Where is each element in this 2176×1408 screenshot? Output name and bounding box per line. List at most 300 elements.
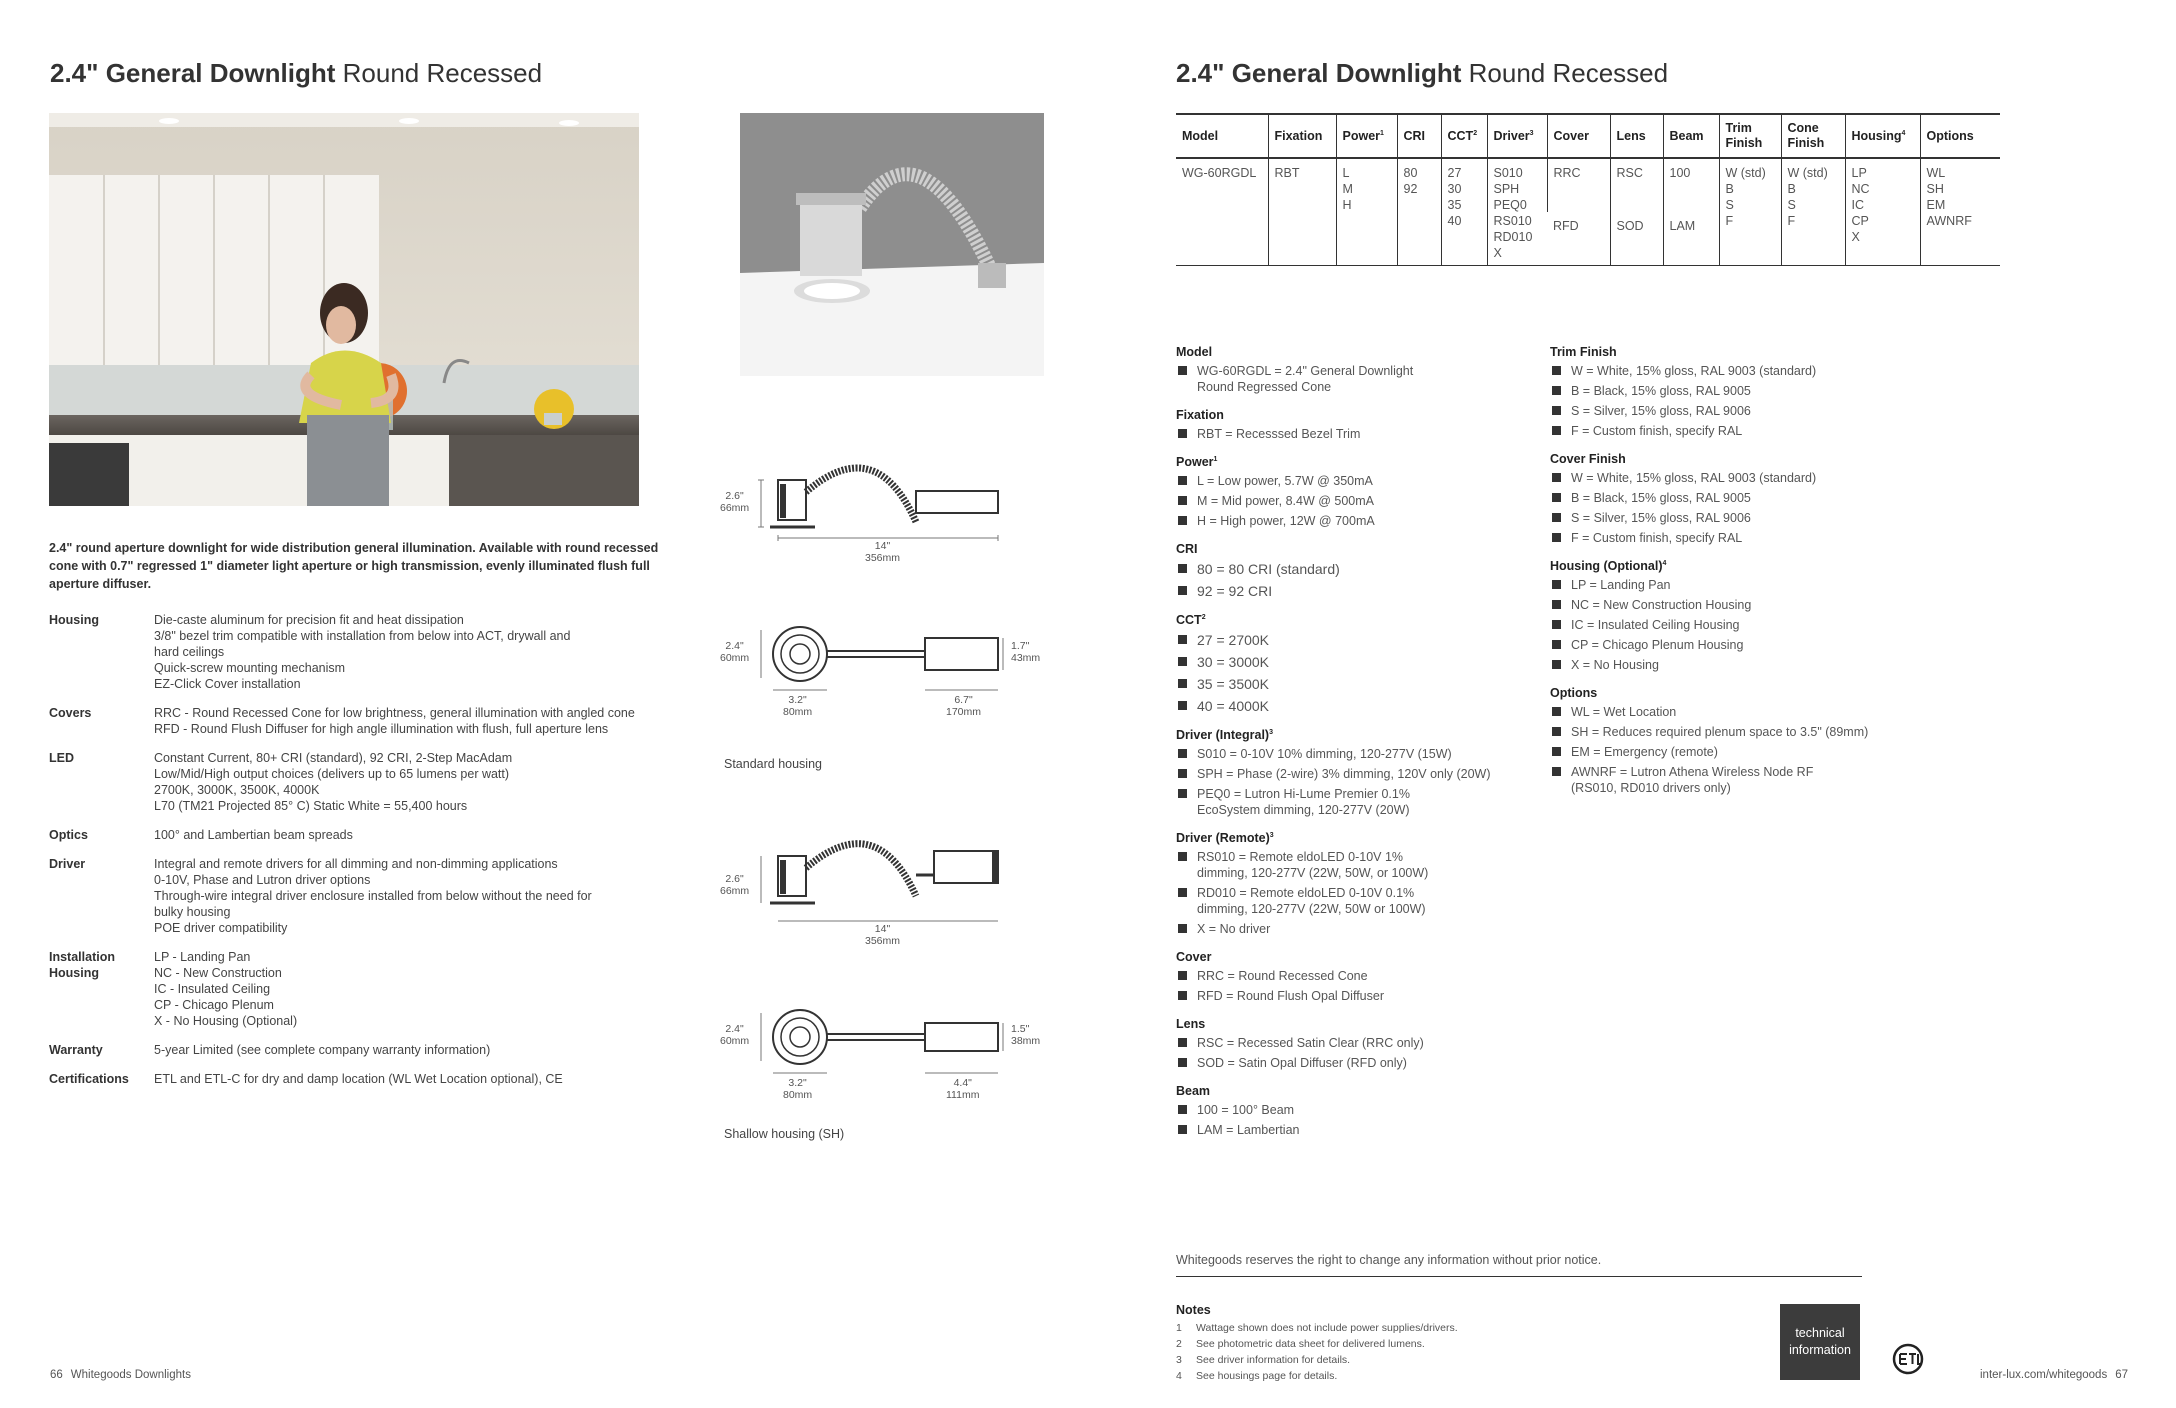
notes (1176, 1303, 1458, 1384)
dim-box-length-in: 6.7" (954, 694, 973, 706)
spec-label: Certifications (49, 1072, 129, 1086)
standard-side-drawing (720, 440, 1020, 564)
option-heading (1176, 541, 1536, 558)
cell-value: 27 (1447, 166, 1462, 180)
column-header-label: CRI (1403, 128, 1426, 143)
cell-value: WL (1926, 166, 1946, 180)
column-header (1920, 114, 2000, 158)
spec-line: Through-wire integral driver enclosure installed from below without the need for (154, 889, 592, 903)
cell-value: 80 (1403, 166, 1418, 180)
option-text: B = Black, 15% gloss, RAL 9005 (1571, 491, 1751, 505)
option-item (1550, 724, 1910, 740)
option-text: X = No driver (1197, 922, 1271, 936)
shallow-top-drawing (720, 1001, 1060, 1111)
option-text: F = Custom finish, specify RAL (1571, 531, 1743, 545)
option-heading-label: Cover Finish (1550, 452, 1626, 466)
option-item (1176, 363, 1536, 395)
cell-cone-finish (1781, 158, 1845, 266)
note-number: 3 (1176, 1354, 1182, 1366)
standard-housing-caption: Standard housing (724, 757, 822, 771)
spec-line: LP - Landing Pan (154, 950, 251, 964)
cell-cct (1441, 158, 1487, 266)
bullet-square-icon (1178, 679, 1187, 688)
dim-box-length-in: 4.4" (953, 1077, 972, 1089)
bullet-square-icon (1178, 852, 1187, 861)
option-item (1176, 885, 1536, 917)
footer-right (1980, 1369, 2128, 1381)
cell-model (1176, 158, 1268, 266)
bullet-square-icon (1178, 1105, 1187, 1114)
column-header-label: Power (1342, 128, 1381, 143)
shallow-side-drawing (720, 823, 1020, 947)
cell-value: X (1851, 230, 1860, 244)
dim-aperture-in: 2.4" (725, 1023, 744, 1035)
option-item (1176, 473, 1536, 489)
option-group (1176, 1016, 1536, 1071)
spec-line: bulky housing (154, 905, 231, 919)
option-item (1176, 968, 1536, 984)
bullet-square-icon (1552, 406, 1561, 415)
option-item (1176, 560, 1536, 578)
spec-line: NC - New Construction (154, 966, 282, 980)
spec-line: IC - Insulated Ceiling (154, 982, 271, 996)
cell-value: W (std) (1787, 166, 1828, 180)
column-header (1610, 114, 1663, 158)
spec-line: Low/Mid/High output choices (delivers up to 65 lumens per watt) (154, 767, 510, 781)
footer-left (50, 1369, 191, 1381)
cell-value: PEQ0 (1493, 198, 1527, 212)
cell-options (1920, 158, 2000, 266)
spec-line: Constant Current, 80+ CRI (standard), 92 CRI, 2-Step MacAdam (154, 751, 513, 765)
cell-cover-top: RRC (1547, 158, 1610, 212)
option-text: SOD = Satin Opal Diffuser (RFD only) (1197, 1056, 1407, 1070)
option-text: RBT = Recesssed Bezel Trim (1197, 427, 1361, 441)
option-heading (1550, 344, 1910, 361)
bullet-square-icon (1552, 640, 1561, 649)
option-text: 27 = 2700K (1197, 632, 1270, 648)
option-text: F = Custom finish, specify RAL (1571, 424, 1743, 438)
bullet-square-icon (1178, 769, 1187, 778)
cell-value: F (1725, 214, 1734, 228)
bullet-square-icon (1178, 429, 1187, 438)
option-item (1176, 1055, 1536, 1071)
option-group (1176, 454, 1536, 529)
option-heading (1550, 558, 1910, 575)
cell-value: IC (1851, 198, 1864, 212)
cell-driver (1487, 158, 1547, 266)
option-group (1550, 451, 1910, 546)
cell-value: AWNRF (1926, 214, 1972, 228)
bullet-square-icon (1178, 971, 1187, 980)
option-heading-label: Housing (Optional) (1550, 559, 1663, 573)
cell-value: S (1725, 198, 1734, 212)
dim-box-height-mm: 43mm (1011, 652, 1041, 664)
column-header (1268, 114, 1336, 158)
option-item (1550, 617, 1910, 633)
bullet-square-icon (1178, 476, 1187, 485)
intro-text: 2.4" round aperture downlight for wide distribution general illumination. Available with round recessed cone with 0.7" regressed 1" diameter light aperture or high transmission, evenly illuminated flush full aperture diffuser. (49, 541, 659, 591)
footnote-marker: 3 (1269, 728, 1273, 736)
option-item (1176, 582, 1536, 600)
column-header (1441, 114, 1487, 158)
note-item (1176, 1352, 1458, 1368)
footnote-marker: 4 (1901, 129, 1906, 137)
option-item (1176, 653, 1536, 671)
cell-value: WG-60RGDL (1182, 166, 1257, 180)
spec-label: LED (49, 751, 74, 765)
option-item (1550, 363, 1910, 379)
bullet-square-icon (1178, 366, 1187, 375)
spec-line: CP - Chicago Plenum (154, 998, 274, 1012)
shallow-housing-caption: Shallow housing (SH) (724, 1127, 845, 1141)
option-item (1550, 704, 1910, 720)
option-item (1176, 766, 1536, 782)
cell-cri (1397, 158, 1441, 266)
column-header-label: Model (1182, 128, 1219, 143)
option-group (1176, 830, 1536, 937)
bullet-square-icon (1552, 426, 1561, 435)
column-header (1781, 114, 1845, 158)
spec-row (49, 949, 669, 1029)
option-group (1176, 612, 1536, 715)
spec-line: ETL and ETL-C for dry and damp location (WL Wet Location optional), CE (154, 1072, 563, 1086)
option-group (1176, 727, 1536, 818)
option-group (1550, 558, 1910, 673)
spec-line: EZ-Click Cover installation (154, 677, 301, 691)
spec-line: X - No Housing (Optional) (154, 1014, 298, 1028)
cell-value: RBT (1274, 166, 1300, 180)
dim-diameter-in: 3.2" (788, 1077, 807, 1089)
option-text: X = No Housing (1571, 658, 1659, 672)
footnote-marker: 1 (1380, 129, 1384, 137)
bullet-square-icon (1552, 707, 1561, 716)
option-text: WL = Wet Location (1571, 705, 1677, 719)
column-header (1719, 114, 1781, 158)
bullet-square-icon (1178, 1058, 1187, 1067)
option-item (1176, 746, 1536, 762)
option-text: W = White, 15% gloss, RAL 9003 (standard) (1571, 471, 1817, 485)
spec-value (154, 750, 669, 814)
technical-information-button[interactable] (1780, 1304, 1860, 1380)
cell-value: B (1787, 182, 1796, 196)
column-header (1176, 114, 1268, 158)
footnote-marker: 1 (1213, 455, 1218, 463)
option-heading (1176, 1016, 1536, 1033)
cell-value: LP (1851, 166, 1867, 180)
bullet-square-icon (1552, 727, 1561, 736)
cell-housing (1845, 158, 1920, 266)
option-item (1176, 631, 1536, 649)
option-text: RS010 = Remote eldoLED 0-10V 1% dimming, 120-277V (22W, 50W, or 100W) (1197, 850, 1429, 880)
option-item (1176, 921, 1536, 937)
spec-value (154, 705, 669, 737)
option-group (1550, 344, 1910, 439)
option-item (1176, 493, 1536, 509)
footer-section: Whitegoods Downlights (70, 1369, 191, 1381)
note-text: See driver information for details. (1196, 1354, 1351, 1366)
dim-aperture-in: 2.4" (725, 640, 744, 652)
title-bold: 2.4" General Downlight (50, 58, 336, 88)
bullet-square-icon (1552, 747, 1561, 756)
option-text: 92 = 92 CRI (1197, 583, 1273, 599)
option-text: SH = Reduces required plenum space to 3.5" (89mm) (1571, 725, 1869, 739)
option-item (1176, 988, 1536, 1004)
dim-length-in: 14" (874, 540, 891, 552)
spec-line: hard ceilings (154, 645, 225, 659)
option-item (1550, 490, 1910, 506)
option-group (1176, 1083, 1536, 1138)
column-header (1547, 114, 1610, 158)
dim-height-in: 2.6" (725, 490, 744, 502)
dim-length-mm: 356mm (865, 935, 901, 947)
title-bold: 2.4" General Downlight (1176, 58, 1462, 88)
option-heading (1176, 1083, 1536, 1100)
dim-length-mm: 356mm (865, 552, 901, 564)
note-item (1176, 1368, 1458, 1384)
spec-label: Housing (49, 613, 99, 627)
option-item (1176, 697, 1536, 715)
column-header (1845, 114, 1920, 158)
option-group (1176, 541, 1536, 600)
option-group (1550, 685, 1910, 796)
spec-value (154, 856, 669, 936)
option-item (1176, 1035, 1536, 1051)
footer-url[interactable]: inter-lux.com/whitegoods (1980, 1369, 2108, 1381)
option-group (1176, 407, 1536, 442)
footnote-marker: 2 (1201, 613, 1206, 621)
footnote-marker: 3 (1269, 831, 1274, 839)
bullet-square-icon (1552, 513, 1561, 522)
note-item (1176, 1336, 1458, 1352)
note-number: 2 (1176, 1338, 1182, 1350)
bullet-square-icon (1178, 991, 1187, 1000)
bullet-square-icon (1178, 888, 1187, 897)
page-number-right: 67 (2115, 1369, 2128, 1381)
dim-length-in: 14" (874, 923, 891, 935)
option-heading-label: Cover (1176, 950, 1212, 964)
cell-value: NC (1851, 182, 1870, 196)
option-item (1550, 423, 1910, 439)
option-text: S010 = 0-10V 10% dimming, 120-277V (15W) (1197, 747, 1452, 761)
cell-value: F (1787, 214, 1796, 228)
dim-height-mm: 66mm (720, 502, 750, 514)
spec-label: Installation Housing (49, 950, 115, 980)
column-header (1336, 114, 1397, 158)
spec-line: POE driver compatibility (154, 921, 288, 935)
page-title-right (1176, 58, 1668, 89)
cell-value: 30 (1447, 182, 1462, 196)
option-heading-label: Lens (1176, 1017, 1206, 1031)
option-item (1550, 470, 1910, 486)
option-heading (1176, 727, 1536, 744)
footnote-marker: 2 (1473, 129, 1478, 137)
note-number: 1 (1176, 1322, 1182, 1334)
bullet-square-icon (1552, 660, 1561, 669)
cell-trim-finish (1719, 158, 1781, 266)
cell-lens-bottom: SOD (1610, 212, 1663, 266)
bullet-square-icon (1178, 657, 1187, 666)
option-item (1550, 744, 1910, 760)
spec-value (154, 827, 669, 843)
spec-line: Integral and remote drivers for all dimming and non-dimming applications (154, 857, 558, 871)
option-heading-label: Model (1176, 345, 1213, 359)
spec-row (49, 1042, 669, 1058)
bullet-square-icon (1552, 580, 1561, 589)
cell-value: X (1493, 246, 1502, 260)
option-text: NC = New Construction Housing (1571, 598, 1752, 612)
option-item (1176, 849, 1536, 881)
cell-value: S (1787, 198, 1796, 212)
etl-logo-icon (1892, 1343, 1924, 1375)
bullet-square-icon (1552, 767, 1561, 776)
cell-beam-top: 100 (1663, 158, 1719, 212)
option-heading-label: CCT (1176, 613, 1202, 627)
option-item (1176, 786, 1536, 818)
option-text: S = Silver, 15% gloss, RAL 9006 (1571, 404, 1751, 418)
option-text: LP = Landing Pan (1571, 578, 1671, 592)
spec-value (154, 612, 669, 692)
bullet-square-icon (1552, 366, 1561, 375)
tech-line-2: information (1789, 1343, 1851, 1357)
note-item (1176, 1320, 1458, 1336)
option-item (1550, 577, 1910, 593)
cell-value: SPH (1493, 182, 1520, 196)
option-item (1550, 530, 1910, 546)
spec-label: Optics (49, 828, 88, 842)
options-column-right (1550, 344, 1910, 808)
bullet-square-icon (1178, 789, 1187, 798)
bullet-square-icon (1178, 635, 1187, 644)
notes-heading: Notes (1176, 1303, 1211, 1317)
spec-row (49, 827, 669, 843)
bullet-square-icon (1178, 924, 1187, 933)
option-heading (1176, 612, 1536, 629)
column-header-label: Trim Finish (1725, 121, 1763, 150)
spec-row (49, 750, 669, 814)
option-heading (1176, 407, 1536, 424)
title-light: Round Recessed (1468, 58, 1669, 88)
option-text: AWNRF = Lutron Athena Wireless Node RF (RS010, RD010 drivers only) (1571, 765, 1814, 795)
page-title-left (50, 58, 542, 89)
spec-line: 100° and Lambertian beam spreads (154, 828, 353, 842)
spec-line: 5-year Limited (see complete company warranty information) (154, 1043, 491, 1057)
option-text: H = High power, 12W @ 700mA (1197, 514, 1375, 528)
dim-diameter-in: 3.2" (788, 694, 807, 706)
option-item (1550, 637, 1910, 653)
option-heading-label: CRI (1176, 542, 1198, 556)
column-header-label: Lens (1616, 128, 1646, 143)
standard-top-drawing (720, 618, 1060, 728)
option-heading (1176, 454, 1536, 471)
option-item (1550, 403, 1910, 419)
cell-value: EM (1926, 198, 1946, 212)
bullet-square-icon (1178, 701, 1187, 710)
option-heading (1176, 830, 1536, 847)
cell-power (1336, 158, 1397, 266)
tech-line-1: technical (1795, 1326, 1845, 1340)
cell-value: 92 (1403, 182, 1418, 196)
option-text: L = Low power, 5.7W @ 350mA (1197, 474, 1373, 488)
column-header-label: Cone Finish (1787, 121, 1825, 150)
option-text: SPH = Phase (2-wire) 3% dimming, 120V only (20W) (1197, 767, 1491, 781)
option-group (1176, 344, 1536, 395)
ordering-table (1176, 113, 2000, 266)
cell-lens-top: RSC (1610, 158, 1663, 212)
column-header-label: Options (1926, 128, 1974, 143)
cell-value: CP (1851, 214, 1869, 228)
bullet-square-icon (1552, 386, 1561, 395)
spec-line: 2700K, 3000K, 3500K, 4000K (154, 783, 320, 797)
option-text: PEQ0 = Lutron Hi-Lume Premier 0.1% EcoSystem dimming, 120-277V (20W) (1197, 787, 1410, 817)
spec-row (49, 612, 669, 692)
option-heading-label: Driver (Remote) (1176, 831, 1270, 845)
dim-box-length-mm: 111mm (946, 1089, 980, 1101)
column-header (1397, 114, 1441, 158)
option-text: S = Silver, 15% gloss, RAL 9006 (1571, 511, 1751, 525)
option-text: WG-60RGDL = 2.4" General Downlight Round Regressed Cone (1197, 364, 1414, 394)
bullet-square-icon (1178, 516, 1187, 525)
disclaimer: Whitegoods reserves the right to change any information without prior notice. (1176, 1253, 1602, 1267)
column-header-label: CCT (1447, 128, 1474, 143)
option-text: 80 = 80 CRI (standard) (1197, 561, 1340, 577)
spec-line: Die-caste aluminum for precision fit and heat dissipation (154, 613, 464, 627)
dim-height-mm: 66mm (720, 885, 750, 897)
kitchen-photo (49, 113, 639, 506)
option-item (1550, 657, 1910, 673)
cell-value: SH (1926, 182, 1944, 196)
note-number: 4 (1176, 1370, 1182, 1382)
divider (1176, 1276, 1862, 1277)
option-group (1176, 949, 1536, 1004)
option-item (1176, 1122, 1536, 1138)
options-column-left (1176, 344, 1536, 1150)
option-text: RSC = Recessed Satin Clear (RRC only) (1197, 1036, 1424, 1050)
option-item (1176, 675, 1536, 693)
column-header-label: Housing (1851, 128, 1902, 143)
column-header-label: Beam (1669, 128, 1704, 143)
footnote-marker: 4 (1662, 559, 1667, 567)
bullet-square-icon (1178, 586, 1187, 595)
cell-value: S010 (1493, 166, 1523, 180)
spec-label: Warranty (49, 1043, 103, 1057)
bullet-square-icon (1178, 496, 1187, 505)
column-header-label: Fixation (1274, 128, 1323, 143)
option-text: LAM = Lambertian (1197, 1123, 1300, 1137)
note-text: See housings page for details. (1196, 1370, 1338, 1382)
note-text: See photometric data sheet for delivered lumens. (1196, 1338, 1425, 1350)
spec-row (49, 1071, 669, 1087)
option-heading-label: Options (1550, 686, 1598, 700)
option-text: 40 = 4000K (1197, 698, 1270, 714)
dim-diameter-mm: 80mm (783, 706, 813, 718)
spec-list (49, 612, 669, 1100)
bullet-square-icon (1178, 749, 1187, 758)
option-text: IC = Insulated Ceiling Housing (1571, 618, 1740, 632)
cell-value: B (1725, 182, 1734, 196)
column-header-label: Cover (1553, 128, 1589, 143)
spec-label: Covers (49, 706, 92, 720)
cell-beam-bottom: LAM (1663, 212, 1719, 266)
spec-value (154, 949, 669, 1029)
dim-box-height-in: 1.5" (1011, 1023, 1030, 1035)
bullet-square-icon (1178, 564, 1187, 573)
spec-line: RRC - Round Recessed Cone for low brightness, general illumination with angled cone (154, 706, 635, 720)
option-heading-label: Power (1176, 455, 1214, 469)
column-header-label: Driver (1493, 128, 1530, 143)
option-heading (1550, 685, 1910, 702)
option-text: M = Mid power, 8.4W @ 500mA (1197, 494, 1374, 508)
option-item (1550, 383, 1910, 399)
